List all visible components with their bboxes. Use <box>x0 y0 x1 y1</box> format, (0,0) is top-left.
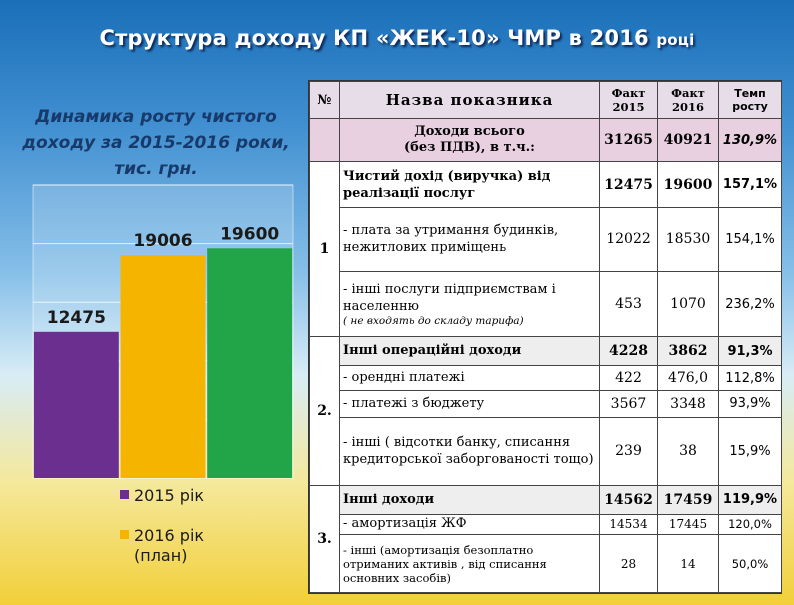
row-growth: 236,2% <box>719 271 782 337</box>
row-growth: 93,9% <box>719 391 782 418</box>
total-growth: 130,9% <box>719 119 782 162</box>
bar-1 <box>34 332 119 478</box>
row-2015: 4228 <box>600 337 658 366</box>
row-2015: 12475 <box>600 162 658 207</box>
row-label: - орендні платежі <box>340 366 600 391</box>
row-2015: 239 <box>600 417 658 485</box>
legend-swatch-2015 <box>120 490 129 499</box>
row-2015: 3567 <box>600 391 658 418</box>
header-temp-line2: росту <box>732 100 768 114</box>
legend-label-2015: 2015 рік <box>134 486 205 505</box>
table-row <box>310 337 782 366</box>
row-2016: 476,0 <box>658 366 719 391</box>
row-growth: 120,0% <box>719 514 782 535</box>
total-2016: 40921 <box>658 119 719 162</box>
header-name: Назва показника <box>340 82 600 119</box>
table-row <box>310 366 782 391</box>
row-2015: 453 <box>600 271 658 337</box>
legend-label-2016-line1: 2016 рік <box>134 526 205 545</box>
row-2016: 3348 <box>658 391 719 418</box>
row-label-text: - інші послуги підприємствам і населенню <box>343 282 556 314</box>
legend-label-2016 <box>134 526 204 566</box>
row-2016: 19600 <box>658 162 719 207</box>
page-title-main: Структура доходу КП «ЖЕК-10» ЧМР в 2016 <box>99 26 649 50</box>
header-temp-line1: Темп <box>734 87 766 101</box>
bar-label-3: 19600 <box>220 224 280 245</box>
total-label-line2: (без ПДВ), в т.ч.: <box>404 140 535 156</box>
row-growth: 154,1% <box>719 207 782 271</box>
row-label: - інші (амортизація безоплатно отриманих активів , від списання основних засобів) <box>340 535 600 593</box>
bar-label-2: 19006 <box>133 231 193 252</box>
row-2016: 3862 <box>658 337 719 366</box>
row-label: Чистий дохід (виручка) від реалізації послуг <box>340 162 600 207</box>
table-row <box>310 514 782 535</box>
row-growth: 119,9% <box>719 485 782 514</box>
row-label: - платежі з бюджету <box>340 391 600 418</box>
row-2015: 14534 <box>600 514 658 535</box>
table-row <box>310 391 782 418</box>
table-row <box>310 271 782 337</box>
row-growth: 157,1% <box>719 162 782 207</box>
table-header-row <box>310 82 782 119</box>
total-label <box>340 119 600 162</box>
row-2016: 14 <box>658 535 719 593</box>
header-fact-2016-line2: 2016 <box>671 100 704 115</box>
row-label: - амортизація ЖФ <box>340 514 600 535</box>
row-2016: 18530 <box>658 207 719 271</box>
table-row <box>310 485 782 514</box>
income-table-container <box>308 80 782 594</box>
table-row <box>310 162 782 207</box>
row-label: Інші доходи <box>340 485 600 514</box>
table-row <box>310 417 782 485</box>
row-2015: 14562 <box>600 485 658 514</box>
header-fact-2015-line1: Факт <box>611 86 646 101</box>
chart-title-line-1: Динамика росту чистого <box>35 107 277 127</box>
row-2016: 17459 <box>658 485 719 514</box>
row-growth: 15,9% <box>719 417 782 485</box>
bar-3 <box>207 248 292 478</box>
section-3-num: 3. <box>310 485 340 592</box>
row-2016: 17445 <box>658 514 719 535</box>
row-growth: 91,3% <box>719 337 782 366</box>
section-1-num: 1 <box>310 162 340 337</box>
header-fact-2015 <box>600 82 658 119</box>
row-label: - інші ( відсотки банку, списання кредиторської заборгованості тощо) <box>340 417 600 485</box>
row-2015: 12022 <box>600 207 658 271</box>
section-2-num: 2. <box>310 337 340 485</box>
row-2015: 28 <box>600 535 658 593</box>
total-num-cell <box>310 119 340 162</box>
table-row <box>310 207 782 271</box>
income-structure-table <box>309 81 782 593</box>
page-title-suffix: році <box>656 31 695 49</box>
legend-label-2016-line2: (план) <box>134 546 188 565</box>
row-label: Інші операційні доходи <box>340 337 600 366</box>
table-row-total <box>310 119 782 162</box>
row-growth: 112,8% <box>719 366 782 391</box>
row-2016: 38 <box>658 417 719 485</box>
row-2016: 1070 <box>658 271 719 337</box>
header-num: № <box>310 82 340 119</box>
row-growth: 50,0% <box>719 535 782 593</box>
bar-label-1: 12475 <box>46 307 106 328</box>
row-label-note: ( не входять до складу тарифа) <box>343 315 524 327</box>
header-fact-2015-line2: 2015 <box>612 100 645 115</box>
legend-swatch-2016 <box>120 530 129 539</box>
header-growth-rate <box>719 82 782 119</box>
bar-2 <box>121 255 206 478</box>
total-label-line1: Доходи всього <box>414 124 525 140</box>
total-2015: 31265 <box>600 119 658 162</box>
chart-title-line-2: доходу за 2015-2016 роки, <box>22 133 290 153</box>
header-fact-2016 <box>658 82 719 119</box>
chart-title-line-3: тис. грн. <box>114 159 198 179</box>
row-label <box>340 271 600 337</box>
row-label: - плата за утримання будинків, нежитлових приміщень <box>340 207 600 271</box>
row-2015: 422 <box>600 366 658 391</box>
table-row <box>310 535 782 593</box>
header-fact-2016-line1: Факт <box>671 86 705 101</box>
